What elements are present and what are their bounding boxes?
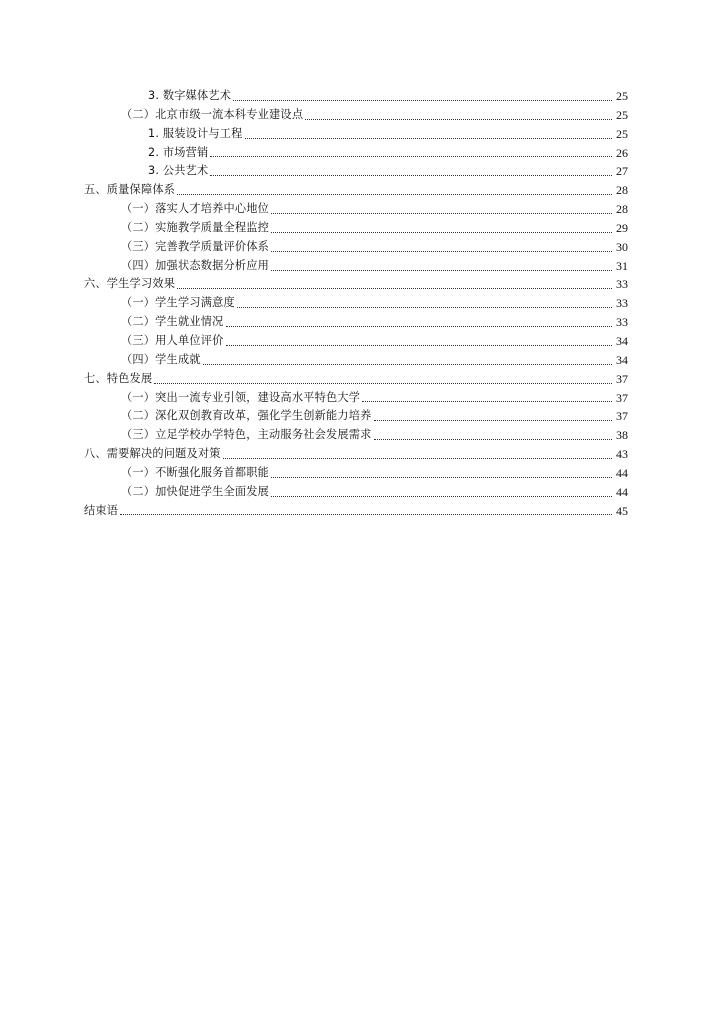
toc-entry-page: 25 <box>616 126 628 141</box>
toc-entry-page: 34 <box>616 333 628 348</box>
toc-entry-page: 38 <box>616 428 628 443</box>
toc-entry-title: 1. 服装设计与工程 <box>148 126 243 140</box>
dot-leader <box>271 250 612 252</box>
toc-entry-title: 结束语 <box>84 503 119 517</box>
dot-leader <box>226 325 613 327</box>
toc-entry-title: 五、质量保障体系 <box>84 183 176 197</box>
toc-entry-title: （一）落实人才培养中心地位 <box>121 202 270 216</box>
toc-entry-page: 44 <box>616 465 628 480</box>
dot-leader <box>203 363 612 365</box>
toc-entry-title: 六、学生学习效果 <box>84 277 176 291</box>
toc-entry[interactable] <box>0 389 724 408</box>
toc-entry-page: 28 <box>616 202 628 217</box>
dot-leader <box>271 231 612 233</box>
toc-entry-title: （二）学生就业情况 <box>121 315 224 329</box>
dot-leader <box>237 306 612 308</box>
toc-entry[interactable] <box>0 445 724 464</box>
toc-entry-title: （三）用人单位评价 <box>121 333 224 347</box>
toc-entry-page: 43 <box>616 447 628 462</box>
dot-leader <box>177 193 612 195</box>
toc-entry-page: 33 <box>616 315 628 330</box>
dot-leader <box>374 419 612 421</box>
toc-entry-title: （一）突出一流专业引领，建设高水平特色大学 <box>121 390 361 404</box>
toc-entry-title: （四）加强状态数据分析应用 <box>121 258 270 272</box>
toc-entry-title: （二）加快促进学生全面发展 <box>121 484 270 498</box>
toc-entry[interactable] <box>0 294 724 313</box>
toc-entry-page: 25 <box>616 107 628 122</box>
toc-entry-page: 33 <box>616 296 628 311</box>
toc-entry[interactable] <box>0 162 724 181</box>
toc-entry-title: 3. 公共艺术 <box>148 164 209 178</box>
toc-entry[interactable] <box>0 238 724 257</box>
toc-entry-title: （四）学生成就 <box>121 352 201 366</box>
toc-entry-title: （三）立足学校办学特色，主动服务社会发展需求 <box>121 428 372 442</box>
toc-entry-title: 八、需要解决的问题及对策 <box>84 447 221 461</box>
dot-leader <box>154 382 612 384</box>
toc-entry[interactable] <box>0 483 724 502</box>
dot-leader <box>271 476 612 478</box>
dot-leader <box>226 344 613 346</box>
toc-entry[interactable] <box>0 181 724 200</box>
toc-entry-page: 26 <box>616 145 628 160</box>
toc-entry-title: 七、特色发展 <box>84 371 153 385</box>
dot-leader <box>305 118 612 120</box>
dot-leader <box>271 495 612 497</box>
dot-leader <box>362 400 612 402</box>
dot-leader <box>210 155 612 157</box>
toc-entry-title: 2. 市场营销 <box>148 145 209 159</box>
dot-leader <box>374 438 612 440</box>
toc-entry[interactable] <box>0 351 724 370</box>
dot-leader <box>223 457 612 459</box>
toc-entry-page: 44 <box>616 484 628 499</box>
toc-entry-page: 29 <box>616 220 628 235</box>
toc-entry-page: 37 <box>616 390 628 405</box>
toc-entry-title: （二）深化双创教育改革，强化学生创新能力培养 <box>121 409 372 423</box>
toc-entry[interactable] <box>0 426 724 445</box>
toc-entry-page: 34 <box>616 352 628 367</box>
toc-entry[interactable] <box>0 106 724 125</box>
dot-leader <box>271 212 612 214</box>
toc-entry[interactable] <box>0 87 724 106</box>
toc-entry[interactable] <box>0 407 724 426</box>
toc-entry-page: 37 <box>616 371 628 386</box>
dot-leader <box>210 174 612 176</box>
toc-entry-page: 25 <box>616 89 628 103</box>
toc-entry-page: 31 <box>616 258 628 273</box>
toc-entry-title: （二）北京市级一流本科专业建设点 <box>121 107 304 121</box>
toc-entry[interactable] <box>0 125 724 144</box>
dot-leader <box>233 99 612 101</box>
toc-entry-page: 37 <box>616 409 628 424</box>
toc-entry-page: 27 <box>616 164 628 179</box>
toc-entry-page: 28 <box>616 183 628 198</box>
toc-entry-title: 3. 数字媒体艺术 <box>148 89 232 102</box>
toc-entry-title: （一）学生学习满意度 <box>121 296 235 310</box>
toc-entry-title: （一）不断强化服务首都职能 <box>121 465 270 479</box>
toc-entry-title: （三）完善教学质量评价体系 <box>121 239 270 253</box>
toc-entry-title: （二）实施教学质量全程监控 <box>121 220 270 234</box>
toc-entry[interactable] <box>0 275 724 294</box>
dot-leader <box>120 513 612 515</box>
dot-leader <box>245 137 612 139</box>
toc-entry[interactable] <box>0 370 724 389</box>
toc-entry[interactable] <box>0 313 724 332</box>
toc-entry[interactable] <box>0 464 724 483</box>
toc-entry[interactable] <box>0 144 724 163</box>
toc-entry-page: 45 <box>616 503 628 518</box>
toc-entry[interactable] <box>0 200 724 219</box>
toc-entry[interactable] <box>0 332 724 351</box>
dot-leader <box>271 269 612 271</box>
toc-entry-page: 30 <box>616 239 628 254</box>
toc-entry[interactable] <box>0 219 724 238</box>
toc-entry[interactable] <box>0 257 724 276</box>
toc-entry-page: 33 <box>616 277 628 292</box>
table-of-contents <box>0 87 724 520</box>
toc-entry[interactable] <box>0 502 724 521</box>
dot-leader <box>177 287 612 289</box>
